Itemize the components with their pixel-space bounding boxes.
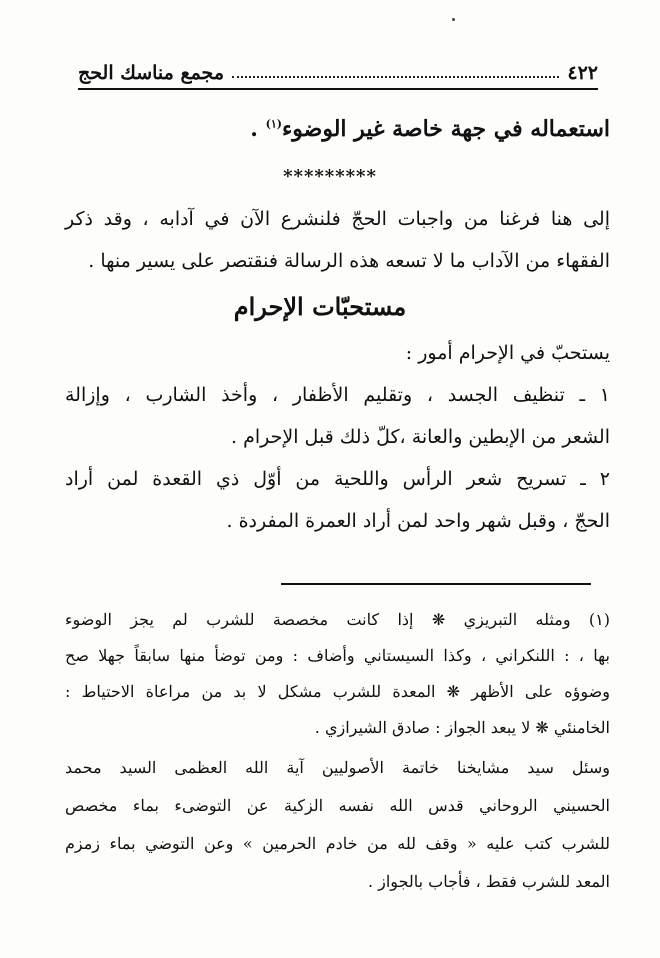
- stray-dot: [452, 18, 455, 21]
- footnote-reference: (١): [265, 117, 282, 131]
- continued-text-end: .: [250, 116, 266, 142]
- section-line-1: يستحبّ في الإحرام أمور :: [405, 342, 610, 364]
- footnote-line-4: الخامنئي ❋ لا يبعد الجواز : صادق الشيرازي .: [314, 718, 610, 737]
- section-separator: *********: [283, 166, 377, 187]
- section-line-2: ١ ـ تنظيف الجسد ، وتقليم الأظفار ، وأخذ الشارب ، وإزالة: [65, 384, 610, 406]
- footnote-line-8: المعد للشرب فقط ، فأجاب بالجواز .: [367, 872, 610, 891]
- section-line-5: الحجّ ، وقبل شهر واحد لمن أراد العمرة المفردة .: [226, 510, 610, 532]
- book-title: مجمع مناسك الحج: [78, 62, 224, 84]
- footnote-line-1: (١) ومثله التبريزي ❋ إذا كانت مخصصة للشرب لم يجز الوضوء: [65, 610, 610, 629]
- footnote-divider: [281, 583, 591, 585]
- header-leader-dots: [232, 76, 559, 78]
- intro-line-2: الفقهاء من الآداب ما لا تسعه هذه الرسالة فنقتصر على يسير منها .: [88, 250, 610, 272]
- continued-text: استعماله في جهة خاصة غير الوضوء: [281, 116, 610, 142]
- footnote-line-2: بها ، : اللنكراني ، وكذا السيستاني وأضاف : ومن توضأ منها سابقاً جهلا صح: [65, 646, 610, 665]
- footnote-line-5: وسئل سيد مشايخنا خاتمة الأصوليين آية الله العظمى السيد محمد: [65, 758, 610, 777]
- footnote-line-7: للشرب كتب عليه « وقف لله من خادم الحرمين » وعن التوضي بماء زمزم: [65, 834, 610, 853]
- footnote-line-3: وضوؤه على الأظهر ❋ المعدة للشرب مشكل لا بد من مراعاة الاحتياط :: [65, 682, 610, 701]
- running-header: [78, 58, 598, 90]
- continued-text-line: [65, 116, 610, 142]
- footnote-line-6: الحسيني الروحاني قدس الله نفسه الزكية عن التوضىء بماء مخصص: [65, 796, 610, 815]
- page-number: ٤٢٢: [567, 62, 598, 84]
- intro-line-1: إلى هنا فرغنا من واجبات الحجّ فلنشرع الآن في آدابه ، وقد ذكر: [65, 208, 610, 230]
- section-line-3: الشعر من الإبطين والعانة ،كلّ ذلك قبل الإحرام .: [231, 426, 610, 448]
- section-line-4: ٢ ـ تسريح شعر الرأس واللحية من أوّل ذي القعدة لمن أراد: [65, 468, 610, 490]
- section-title: مستحبّات الإحرام: [233, 292, 407, 321]
